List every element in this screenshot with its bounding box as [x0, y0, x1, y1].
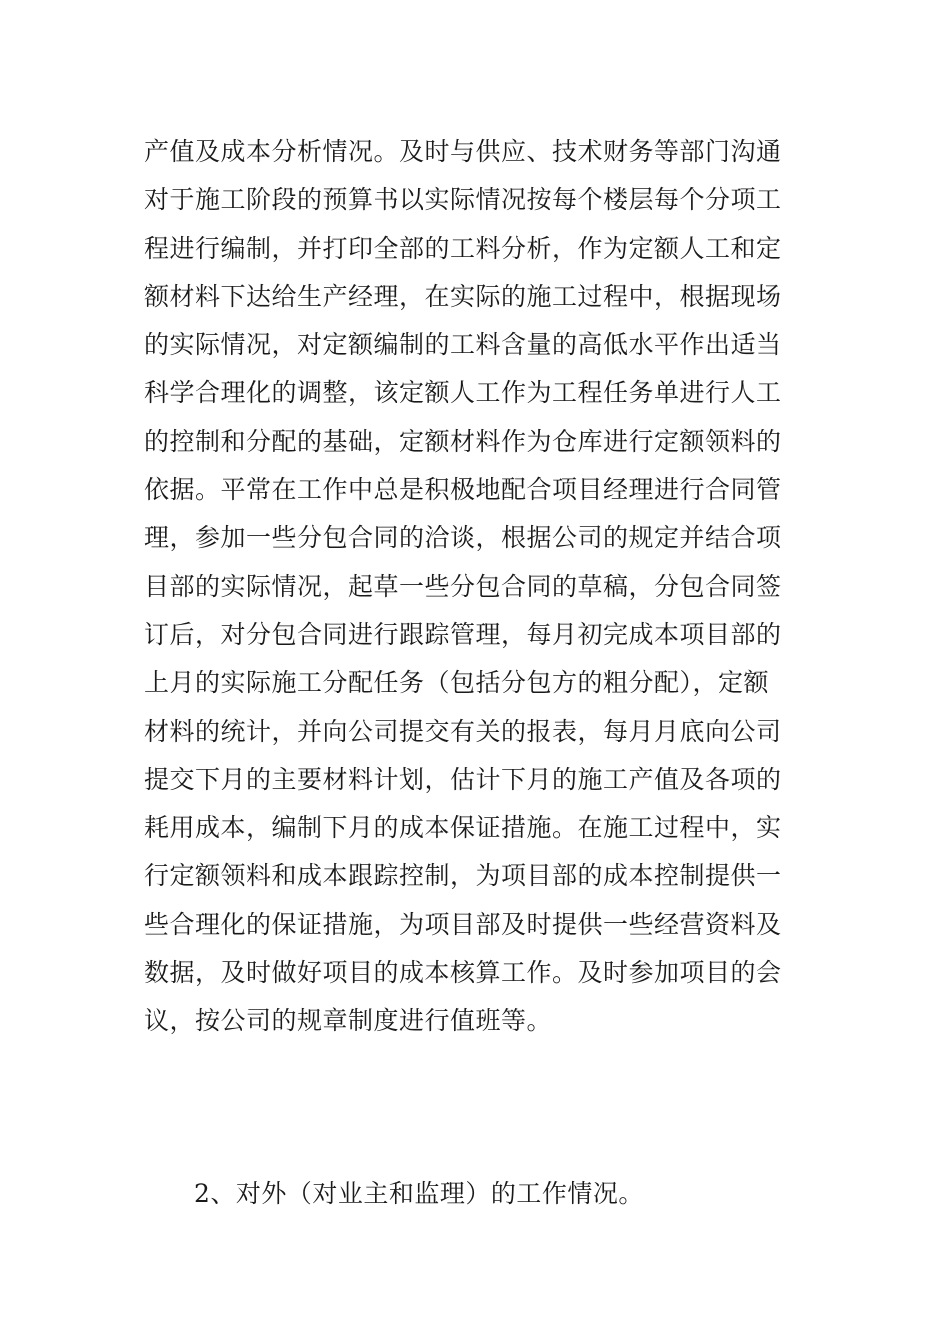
paragraph-line: 耗用成本，编制下月的成本保证措施。在施工过程中，实 [144, 813, 782, 843]
paragraph-line: 上月的实际施工分配任务（包括分包方的粗分配），定额 [144, 668, 770, 698]
body-paragraph [144, 128, 809, 1046]
paragraph-line: 提交下月的主要材料计划，估计下月的施工产值及各项的 [144, 764, 782, 794]
paragraph-line: 对于施工阶段的预算书以实际情况按每个楼层每个分项工 [144, 185, 782, 215]
paragraph-line: 行定额领料和成本跟踪控制，为项目部的成本控制提供一 [144, 861, 782, 891]
paragraph-line: 材料的统计，并向公司提交有关的报表，每月月底向公司 [144, 716, 782, 746]
paragraph-line: 额材料下达给生产经理，在实际的施工过程中，根据现场 [144, 281, 782, 311]
paragraph-line: 议，按公司的规章制度进行值班等。 [144, 1006, 553, 1036]
paragraph-line: 些合理化的保证措施，为项目部及时提供一些经营资料及 [144, 909, 782, 939]
paragraph-line: 目部的实际情况，起草一些分包合同的草稿，分包合同签 [144, 571, 782, 601]
paragraph-line: 产值及成本分析情况。及时与供应、技术财务等部门沟通 [144, 137, 782, 166]
paragraph-line: 的实际情况，对定额编制的工料含量的高低水平作出适当 [144, 330, 782, 360]
paragraph-line: 程进行编制，并打印全部的工料分析，作为定额人工和定 [144, 233, 782, 263]
section-heading: 2、对外（对业主和监理）的工作情况。 [194, 1179, 644, 1208]
paragraph-line: 依据。平常在工作中总是积极地配合项目经理进行合同管 [144, 475, 782, 505]
paragraph-line: 理，参加一些分包合同的洽谈，根据公司的规定并结合项 [144, 523, 782, 553]
paragraph-line: 订后，对分包合同进行跟踪管理，每月初完成本项目部的 [144, 619, 782, 649]
paragraph-line: 科学合理化的调整，该定额人工作为工程任务单进行人工 [144, 378, 782, 408]
paragraph-line: 数据，及时做好项目的成本核算工作。及时参加项目的会 [144, 958, 782, 988]
paragraph-line: 的控制和分配的基础，定额材料作为仓库进行定额领料的 [144, 426, 782, 456]
